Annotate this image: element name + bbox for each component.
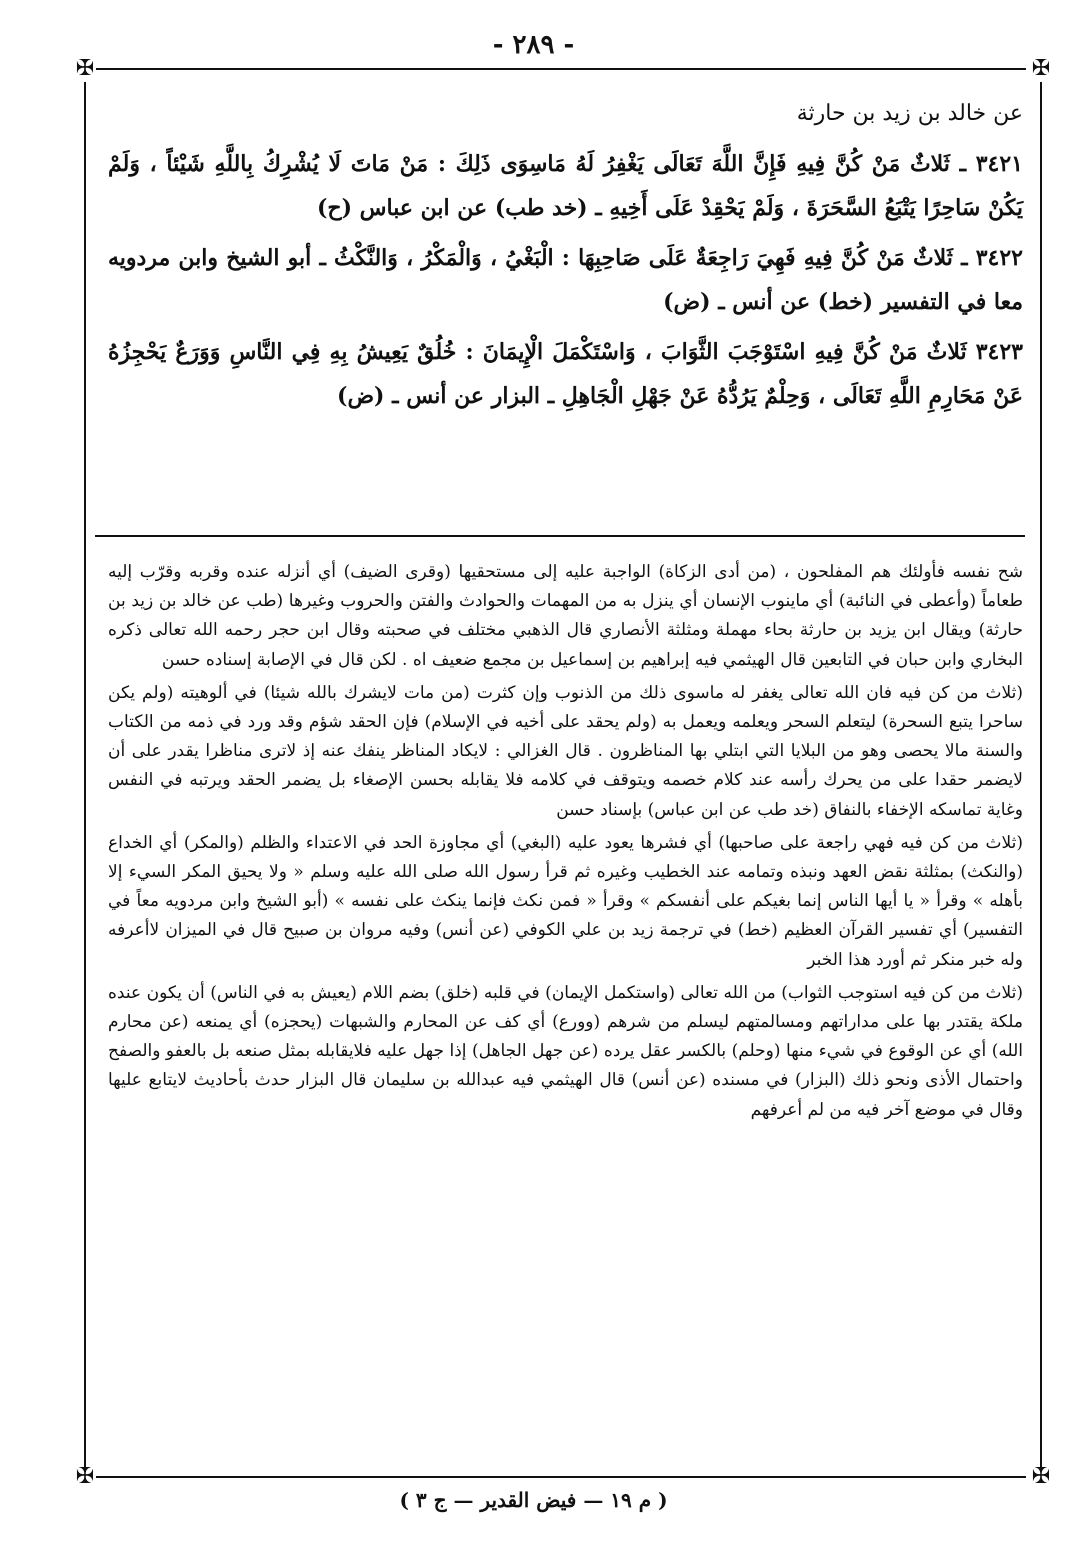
hadith-3423: ٣٤٢٣ ثَلاثٌ مَنْ كُنَّ فِيهِ اسْتَوْجَبَ الثَّوَابَ ، وَاسْتَكْمَلَ الْإِيمَانَ : خُلُقٌ يَعِيشُ بِهِ فِي النَّاسِ وَوَرَعٌ يَحْجِزُهُ عَنْ مَحَارِمِ اللَّهِ تَعَالَى ، وَحِلْمٌ يَرُدُّهُ عَنْ جَهْلِ الْجَاهِلِ ـ البزار عن أنس ـ (ض) — [108, 339, 1023, 409]
ornament-icon: ✠ — [75, 1464, 95, 1489]
hadith-3421: ٣٤٢١ ـ ثَلاثٌ مَنْ كُنَّ فِيهِ فَإِنَّ اللَّهَ تَعَالَى يَغْفِرُ لَهُ مَاسِوَى ذَلِكَ : مَنْ مَاتَ لَا يُشْرِكُ بِاللَّهِ شَيْئاً ، وَلَمْ يَكُنْ سَاحِرًا يَتْبَعُ السَّحَرَةَ ، وَلَمْ يَحْقِدْ عَلَى أَخِيهِ ـ (خد طب) عن ابن عباس (ح) — [108, 151, 1023, 221]
commentary-paragraph: (ثلاث من كن فيه استوجب الثواب) من الله تعالى (واستكمل الإيمان) في قلبه (خلق) بضم اللام (يعيش به في الناس) أن يكون عنده ملكة يقتدر بها على مداراتهم ومسالمتهم ليسلم من شرهم (وورع) أي كف عن المحارم والشبهات (يحجزه) أي يمنعه (عن محارم الله) أي عن الوقوع في شيء منها (وحلم) بالكسر عقل يرده (عن جهل الجاهل) إذا جهل عليه فلايقابله بمثل صنعه بل بالعفو والصفح واحتمال الأذى ونحو ذلك (البزار) في مسنده (عن أنس) قال الهيثمي فيه عبدالله بن سليمان قال البزار حدث بأحاديث لايتابع عليها وقال في موضع آخر فيه من لم أعرفهم — [108, 982, 1023, 1120]
page-footer: ( م ١٩ — فيض القدير — ج ٣ ) — [399, 1488, 668, 1512]
commentary-paragraph: (ثلاث من كن فيه فهي راجعة على صاحبها) أي فشرها يعود عليه (البغي) أي مجاوزة الحد في الاعتداء والظلم (والمكر) أي الخداع (والنكث) بمثلثة نقض العهد ونبذه وتمامه عند الخطيب وغيره ثم قرأ رسول الله صلى الله عليه وسلم « ولا يحيق المكر السيء إلا بأهله » وقرأ « يا أيها الناس إنما بغيكم على أنفسكم » وقرأ « فمن نكث فإنما ينكث على نفسه » (أبو الشيخ وابن مردويه معاً في التفسير) أي تفسير القرآن العظيم (خط) في ترجمة زيد بن علي الكوفي (عن أنس) وفيه مروان بن صبيح قال في الميزان لاأعرفه وله خبر منكر ثم أورد هذا الخبر — [108, 832, 1023, 970]
ornament-icon: ✠ — [75, 56, 95, 81]
section-separator — [95, 535, 1025, 537]
frame-bottom-line — [96, 1476, 1026, 1478]
commentary-paragraph: (ثلاث من كن فيه فان الله تعالى يغفر له ماسوى ذلك من الذنوب وإن كثرت (من مات لايشرك بالله شيئا) في ألوهيته (ولم يكن ساحرا يتبع السحرة) ليتعلم السحر ويعلمه ويعمل به (ولم يحقد على أخيه في الإسلام) فإن الحقد شؤم وقد ورد في ذمه من الكتاب والسنة مالا يحصى وهو من البلايا التي ابتلي بها المناظرون . قال الغزالي : لايكاد المناظر ينفك عنه إذ لاترى مناظرا يقدر على أن لايضمر حقدا على من يحرك رأسه عند كلام خصمه ويتوقف في كلامه فلا يقابله بحسن الإصغاء بل يضمر الحقد ويرتبه في النفس وغاية تماسكه الإخفاء بالنفاق (خد طب عن ابن عباس) بإسناد حسن — [108, 682, 1023, 820]
ornament-icon: ✠ — [1031, 56, 1051, 81]
hadith-attribution: عن خالد بن زيد بن حارثة — [796, 101, 1023, 126]
page-number: - ٢٨٩ - — [492, 30, 575, 60]
frame-right-line — [1040, 82, 1042, 1472]
hadith-section — [108, 92, 1023, 424]
commentary-section — [108, 558, 1023, 1129]
commentary-paragraph: شح نفسه فأولئك هم المفلحون ، (من أدى الزكاة) الواجبة عليه إلى مستحقيها (وقرى الضيف) أي أنزله عنده وقربه وقرّب إليه طعاماً (وأعطى في النائبة) أي ماينوب الإنسان أي ينزل به من المهمات والحوادث والفتن والحروب وغيرها (طب عن خالد بن زيد بن حارثة) ويقال ابن يزيد بن حارثة بحاء مهملة ومثلثة الأنصاري قال الذهبي مختلف في صحبته وقال ابن حجر رحمه الله تعالى ذكره البخاري وابن حبان في التابعين قال الهيثمي فيه إبراهيم بن إسماعيل بن مجمع ضعيف اه . لكن قال في الإصابة إسناده حسن — [108, 562, 1023, 670]
ornament-icon: ✠ — [1031, 1464, 1051, 1489]
frame-left-line — [84, 82, 86, 1472]
frame-top-line — [96, 68, 1026, 70]
hadith-3422: ٣٤٢٢ ـ ثَلاثٌ مَنْ كُنَّ فِيهِ فَهِيَ رَاجِعَةٌ عَلَى صَاحِبِهَا : الْبَغْيُ ، وَالْمَكْرُ ، وَالنَّكْثُ ـ أبو الشيخ وابن مردويه معا في التفسير (خط) عن أنس ـ (ض) — [108, 245, 1023, 315]
